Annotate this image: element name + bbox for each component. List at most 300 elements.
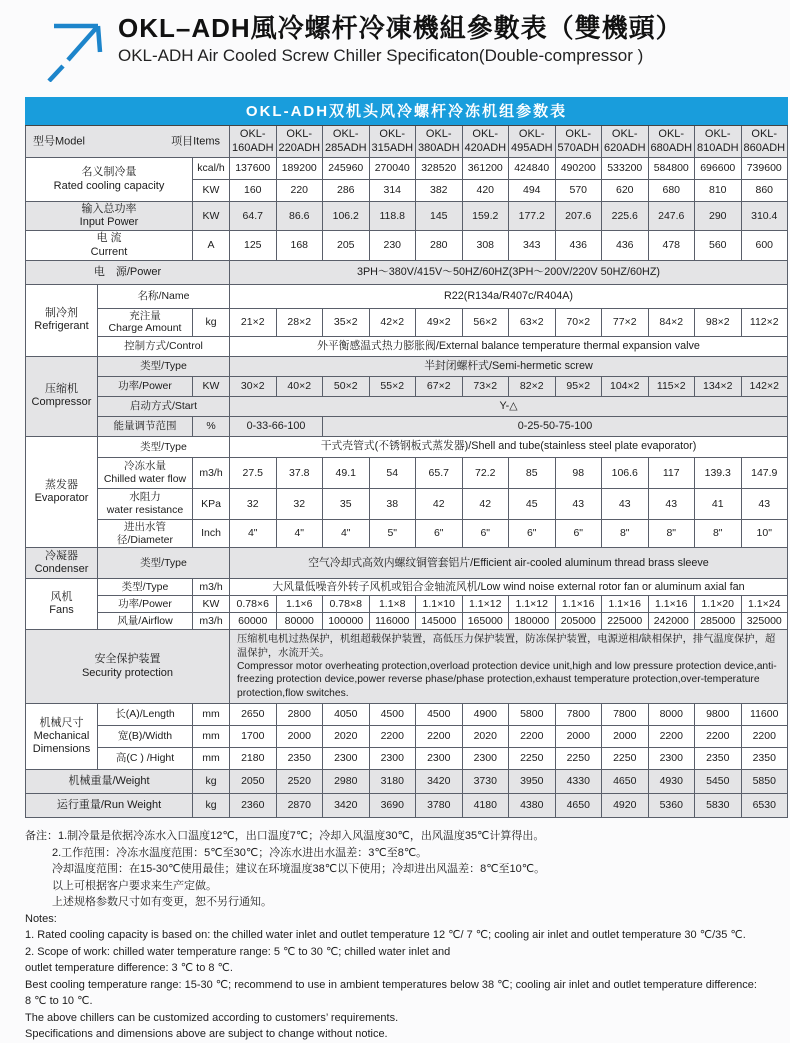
item-label: 类型/Type bbox=[98, 436, 230, 457]
value-cell: 2000 bbox=[602, 726, 649, 748]
value-cell: 2250 bbox=[602, 748, 649, 770]
note-line: 冷却温度范围：在15-30℃使用最佳；建议在环境温度38℃以下使用；冷却进出风温差：8℃至10℃。 bbox=[52, 863, 546, 875]
value-cell: 860 bbox=[741, 180, 788, 202]
item-label: 功率/Power bbox=[98, 596, 193, 613]
arrow-logo-icon bbox=[34, 12, 114, 87]
value-cell: 4920 bbox=[602, 794, 649, 818]
value-cell: 2180 bbox=[230, 748, 277, 770]
table-row bbox=[26, 613, 788, 630]
value-cell: 3180 bbox=[369, 770, 416, 794]
value-cell: 160 bbox=[230, 180, 277, 202]
unit-label: A bbox=[193, 231, 230, 260]
value-cell: 21×2 bbox=[230, 308, 277, 336]
model-column-header bbox=[602, 126, 649, 158]
cell-line: OKL- bbox=[286, 128, 313, 141]
value-cell: 1.1×12 bbox=[509, 596, 556, 613]
cell-line: Chilled water flow bbox=[103, 472, 187, 485]
note-line: Specifications and dimensions above are subject to change without notice. bbox=[25, 1028, 388, 1040]
cell-line: 495ADH bbox=[511, 141, 553, 154]
cell-line: 315ADH bbox=[371, 141, 414, 154]
value-cell: 739600 bbox=[741, 158, 788, 180]
cell-line: 制冷剂 bbox=[45, 307, 78, 320]
section-label bbox=[26, 630, 230, 704]
table-row bbox=[26, 126, 788, 158]
unit-label: mm bbox=[193, 726, 230, 748]
item-label: 名称/Name bbox=[98, 284, 230, 308]
cell-line: OKL- bbox=[239, 128, 266, 141]
corner-items-label: 项目Items bbox=[171, 134, 220, 147]
cell-line: Compressor bbox=[31, 396, 92, 409]
value-cell: 810 bbox=[695, 180, 742, 202]
cell-line: Security protection bbox=[81, 666, 174, 679]
value-cell: 112×2 bbox=[741, 308, 788, 336]
value-cell: 4930 bbox=[648, 770, 695, 794]
unit-label: KPa bbox=[193, 488, 230, 519]
section-label: 电 源/Power bbox=[26, 260, 230, 284]
value-cell: 1.1×16 bbox=[555, 596, 602, 613]
cell-line: Fans bbox=[49, 604, 74, 617]
value-cell: 0.78×8 bbox=[323, 596, 370, 613]
item-label: 类型/Type bbox=[98, 356, 230, 376]
value-cell: 139.3 bbox=[695, 457, 742, 488]
value-cell: 35×2 bbox=[323, 308, 370, 336]
value-cell: 2520 bbox=[276, 770, 323, 794]
value-cell: 308 bbox=[462, 231, 509, 260]
value-cell: 436 bbox=[602, 231, 649, 260]
value-cell: 42 bbox=[416, 488, 463, 519]
cell-line: 安全保护装置 bbox=[94, 653, 161, 666]
cell-line: OKL- bbox=[565, 128, 592, 141]
value-cell: 560 bbox=[695, 231, 742, 260]
merged-value: 3PH～380V/415V～50HZ/60HZ(3PH～200V/220V 50HZ/60HZ) bbox=[230, 260, 788, 284]
value-cell: 325000 bbox=[741, 613, 788, 630]
value-cell: 420 bbox=[462, 180, 509, 202]
value-cell: 106.6 bbox=[602, 457, 649, 488]
value-cell: 285000 bbox=[695, 613, 742, 630]
value-cell: 11600 bbox=[741, 704, 788, 726]
value-cell: 436 bbox=[555, 231, 602, 260]
section-label: 机械重量/Weight bbox=[26, 770, 193, 794]
value-cell: 270040 bbox=[369, 158, 416, 180]
value-cell: 8000 bbox=[648, 704, 695, 726]
value-cell: 159.2 bbox=[462, 202, 509, 231]
value-cell: 4650 bbox=[555, 794, 602, 818]
value-cell: 145000 bbox=[416, 613, 463, 630]
value-cell: 189200 bbox=[276, 158, 323, 180]
value-cell: 6530 bbox=[741, 794, 788, 818]
value-cell: 49.1 bbox=[323, 457, 370, 488]
value-cell: 98 bbox=[555, 457, 602, 488]
cell-line: OKL- bbox=[611, 128, 638, 141]
value-cell: 8" bbox=[602, 519, 649, 547]
value-cell: 116000 bbox=[369, 613, 416, 630]
cell-line: 冷凝器 bbox=[45, 549, 78, 562]
cell-line: 380ADH bbox=[418, 141, 460, 154]
value-cell: 60000 bbox=[230, 613, 277, 630]
section-label bbox=[26, 202, 193, 231]
value-cell: 696600 bbox=[695, 158, 742, 180]
value-cell: 9800 bbox=[695, 704, 742, 726]
item-label: 高(C ) /Hight bbox=[98, 748, 193, 770]
table-row bbox=[26, 457, 788, 488]
unit-label: kg bbox=[193, 770, 230, 794]
value-cell: 2200 bbox=[369, 726, 416, 748]
value-cell: 45 bbox=[509, 488, 556, 519]
note-line: 备注：1.制冷量是依据冷冻水入口温度12℃，出口温度7℃；冷却入风温度30℃，出风温度35℃计算得出。 bbox=[25, 830, 545, 842]
cell-line: Compressor motor overheating protection,overload protection device unit,high and low pressure protection device,anti-freezing protection device,power reverse phase/phase protection,exhaust temperature protection,over-temperature protection,flow switches. bbox=[237, 660, 777, 699]
table-row bbox=[26, 519, 788, 547]
cell-line: 810ADH bbox=[697, 141, 739, 154]
table-row bbox=[26, 416, 788, 436]
cell-line: OKL- bbox=[751, 128, 778, 141]
value-cell: 328520 bbox=[416, 158, 463, 180]
cell-line: OKL- bbox=[518, 128, 545, 141]
unit-label: % bbox=[193, 416, 230, 436]
value-cell: 4" bbox=[230, 519, 277, 547]
value-cell: 118.8 bbox=[369, 202, 416, 231]
cell-line: 蒸发器 bbox=[45, 478, 78, 491]
value-cell: 242000 bbox=[648, 613, 695, 630]
value-cell: 72.2 bbox=[462, 457, 509, 488]
value-cell: 106.2 bbox=[323, 202, 370, 231]
value-cell: 584800 bbox=[648, 158, 695, 180]
unit-label: mm bbox=[193, 704, 230, 726]
table-row bbox=[26, 98, 788, 126]
item-label: 风量/Airflow bbox=[98, 613, 193, 630]
table-row bbox=[26, 579, 788, 596]
cell-line: 285ADH bbox=[325, 141, 367, 154]
value-cell: 42×2 bbox=[369, 308, 416, 336]
value-cell: 205 bbox=[323, 231, 370, 260]
value-cell: 2200 bbox=[416, 726, 463, 748]
section-label bbox=[26, 579, 98, 630]
model-column-header bbox=[276, 126, 323, 158]
cell-line: OKL- bbox=[379, 128, 406, 141]
value-cell: 2000 bbox=[276, 726, 323, 748]
model-column-header bbox=[230, 126, 277, 158]
value-cell: 2020 bbox=[462, 726, 509, 748]
cell-line: OKL- bbox=[332, 128, 359, 141]
value-cell: 117 bbox=[648, 457, 695, 488]
value-cell: 4" bbox=[276, 519, 323, 547]
note-line: The above chillers can be customized according to customers’ requirements. bbox=[25, 1011, 399, 1024]
value-cell: 2050 bbox=[230, 770, 277, 794]
corner-cell bbox=[26, 126, 230, 158]
item-label: 类型/Type bbox=[98, 548, 230, 579]
value-cell: 125 bbox=[230, 231, 277, 260]
value-cell: 286 bbox=[323, 180, 370, 202]
value-cell: 680 bbox=[648, 180, 695, 202]
value-cell: 1.1×16 bbox=[648, 596, 695, 613]
value-cell: 1.1×12 bbox=[462, 596, 509, 613]
cell-line: 860ADH bbox=[743, 141, 786, 154]
value-cell: 314 bbox=[369, 180, 416, 202]
table-row bbox=[26, 704, 788, 726]
table-row bbox=[26, 548, 788, 579]
value-cell: 50×2 bbox=[323, 376, 370, 396]
value-cell: 38 bbox=[369, 488, 416, 519]
unit-label: m3/h bbox=[193, 579, 230, 596]
value-cell: 2350 bbox=[741, 748, 788, 770]
cell-line: Rated cooling capacity bbox=[53, 179, 165, 192]
table-row bbox=[26, 260, 788, 284]
merged-value: 0-25-50-75-100 bbox=[323, 416, 788, 436]
value-cell: 207.6 bbox=[555, 202, 602, 231]
unit-label: Inch bbox=[193, 519, 230, 547]
item-label: 类型/Type bbox=[98, 579, 193, 596]
value-cell: 1700 bbox=[230, 726, 277, 748]
table-row bbox=[26, 231, 788, 260]
cell-line: Charge Amount bbox=[108, 322, 182, 335]
section-label bbox=[26, 231, 193, 260]
unit-label: kg bbox=[193, 308, 230, 336]
value-cell: 100000 bbox=[323, 613, 370, 630]
value-cell: 2870 bbox=[276, 794, 323, 818]
value-cell: 177.2 bbox=[509, 202, 556, 231]
value-cell: 2200 bbox=[741, 726, 788, 748]
value-cell: 4380 bbox=[509, 794, 556, 818]
value-cell: 424840 bbox=[509, 158, 556, 180]
merged-value: Y-△ bbox=[230, 396, 788, 416]
value-cell: 4500 bbox=[416, 704, 463, 726]
item-label bbox=[98, 457, 193, 488]
value-cell: 245960 bbox=[323, 158, 370, 180]
cell-line: Current bbox=[90, 245, 128, 258]
model-column-header bbox=[323, 126, 370, 158]
value-cell: 35 bbox=[323, 488, 370, 519]
value-cell: 43 bbox=[555, 488, 602, 519]
value-cell: 8" bbox=[648, 519, 695, 547]
item-label: 功率/Power bbox=[98, 376, 193, 396]
value-cell: 3950 bbox=[509, 770, 556, 794]
value-cell: 10" bbox=[741, 519, 788, 547]
unit-label: m3/h bbox=[193, 613, 230, 630]
value-cell: 142×2 bbox=[741, 376, 788, 396]
value-cell: 4330 bbox=[555, 770, 602, 794]
value-cell: 6" bbox=[416, 519, 463, 547]
table-title: OKL-ADH双机头风冷螺杆冷冻机组参数表 bbox=[26, 98, 788, 126]
value-cell: 86.6 bbox=[276, 202, 323, 231]
note-line: outlet temperature difference: 3 ℃ to 8 ℃. bbox=[25, 962, 233, 974]
merged-value: R22(R134a/R407c/R404A) bbox=[230, 284, 788, 308]
unit-label: kg bbox=[193, 794, 230, 818]
value-cell: 205000 bbox=[555, 613, 602, 630]
section-label bbox=[26, 548, 98, 579]
corner-model-label: 型号Model bbox=[33, 134, 85, 147]
note-line: 1. Rated cooling capacity is based on: the chilled water inlet and outlet temperature 12 ℃/ 7 ℃; cooling air inlet and outlet temperature 30 ℃/35 ℃. bbox=[25, 929, 746, 941]
cell-line: 机械尺寸 bbox=[39, 716, 84, 729]
value-cell: 7800 bbox=[602, 704, 649, 726]
cell-line: 输入总功率 bbox=[81, 203, 137, 215]
section-label bbox=[26, 704, 98, 770]
value-cell: 40×2 bbox=[276, 376, 323, 396]
note-line: 以上可根据客户要求来生产定做。 bbox=[52, 879, 217, 892]
note-line: Notes: bbox=[25, 912, 57, 925]
table-row bbox=[26, 356, 788, 376]
value-cell: 247.6 bbox=[648, 202, 695, 231]
value-cell: 55×2 bbox=[369, 376, 416, 396]
value-cell: 4650 bbox=[602, 770, 649, 794]
cell-line: Evaporator bbox=[34, 492, 89, 505]
value-cell: 6" bbox=[509, 519, 556, 547]
cell-line: Dimensions bbox=[32, 743, 91, 756]
unit-label: m3/h bbox=[193, 457, 230, 488]
value-cell: 28×2 bbox=[276, 308, 323, 336]
cell-line: 电 流 bbox=[96, 232, 122, 245]
item-label: 宽(B)/Width bbox=[98, 726, 193, 748]
value-cell: 37.8 bbox=[276, 457, 323, 488]
model-column-header bbox=[555, 126, 602, 158]
value-cell: 2360 bbox=[230, 794, 277, 818]
table-row bbox=[26, 630, 788, 704]
model-column-header bbox=[416, 126, 463, 158]
model-column-header bbox=[462, 126, 509, 158]
value-cell: 137600 bbox=[230, 158, 277, 180]
table-row bbox=[26, 488, 788, 519]
value-cell: 494 bbox=[509, 180, 556, 202]
item-label: 进出水管径/Diameter bbox=[98, 519, 193, 547]
cell-line: water resistance bbox=[106, 503, 184, 516]
value-cell: 5450 bbox=[695, 770, 742, 794]
value-cell: 49×2 bbox=[416, 308, 463, 336]
cell-line: 620ADH bbox=[604, 141, 646, 154]
value-cell: 4050 bbox=[323, 704, 370, 726]
value-cell: 2350 bbox=[695, 748, 742, 770]
value-cell: 2800 bbox=[276, 704, 323, 726]
table-row bbox=[26, 284, 788, 308]
unit-label: KW bbox=[193, 376, 230, 396]
value-cell: 54 bbox=[369, 457, 416, 488]
value-cell: 64.7 bbox=[230, 202, 277, 231]
merged-value: 空气冷却式高效内螺纹铜管套铝片/Efficient air-cooled aluminum thread brass sleeve bbox=[230, 548, 788, 579]
merged-value: 半封闭螺杆式/Semi-hermetic screw bbox=[230, 356, 788, 376]
value-cell: 2300 bbox=[462, 748, 509, 770]
value-cell: 65.7 bbox=[416, 457, 463, 488]
cell-line: 风机 bbox=[50, 590, 73, 603]
merged-value: 大风量低噪音外转子风机或铝合金轴流风机/Low wind noise external rotor fan or aluminum axial fan bbox=[230, 579, 788, 596]
value-cell: 43 bbox=[741, 488, 788, 519]
section-label bbox=[26, 284, 98, 356]
value-cell: 32 bbox=[276, 488, 323, 519]
cell-line: Condenser bbox=[34, 563, 89, 576]
table-row bbox=[26, 748, 788, 770]
spec-table-wrap bbox=[25, 97, 786, 818]
cell-line: Mechanical bbox=[33, 729, 90, 742]
page-title-en: OKL-ADH Air Cooled Screw Chiller Specificaton(Double-compressor ) bbox=[118, 45, 644, 65]
value-cell: 310.4 bbox=[741, 202, 788, 231]
notes-block bbox=[25, 828, 765, 1043]
cell-line: 160ADH bbox=[232, 141, 274, 154]
unit-label: KW bbox=[193, 180, 230, 202]
value-cell: 4180 bbox=[462, 794, 509, 818]
cell-line: 水阻力 bbox=[129, 491, 161, 504]
value-cell: 620 bbox=[602, 180, 649, 202]
page-header bbox=[0, 0, 790, 97]
value-cell: 2300 bbox=[369, 748, 416, 770]
value-cell: 168 bbox=[276, 231, 323, 260]
note-line: 2. Scope of work: chilled water temperature range: 5 ℃ to 30 ℃; chilled water inlet and bbox=[25, 945, 451, 958]
value-cell: 42 bbox=[462, 488, 509, 519]
cell-line: 名义制冷量 bbox=[81, 166, 137, 179]
value-cell: 5830 bbox=[695, 794, 742, 818]
table-row bbox=[26, 726, 788, 748]
value-cell: 5850 bbox=[741, 770, 788, 794]
spec-table-body bbox=[26, 98, 788, 818]
merged-value: 干式壳管式(不锈钢板式蒸发器)/Shell and tube(stainless steel plate evaporator) bbox=[230, 436, 788, 457]
value-cell: 95×2 bbox=[555, 376, 602, 396]
item-label: 启动方式/Start bbox=[98, 396, 230, 416]
value-cell: 67×2 bbox=[416, 376, 463, 396]
value-cell: 147.9 bbox=[741, 457, 788, 488]
unit-label: mm bbox=[193, 748, 230, 770]
value-cell: 2300 bbox=[323, 748, 370, 770]
value-cell: 63×2 bbox=[509, 308, 556, 336]
value-cell: 56×2 bbox=[462, 308, 509, 336]
table-row bbox=[26, 202, 788, 231]
spec-table bbox=[25, 97, 788, 818]
table-row bbox=[26, 436, 788, 457]
value-cell: 220 bbox=[276, 180, 323, 202]
value-cell: 2300 bbox=[648, 748, 695, 770]
cell-line: 压缩机电机过热保护，机组超载保护装置，高低压力保护装置，防冻保护装置，电源逆相/缺相保护，排气温度保护，超温保护，水流开关。 bbox=[237, 634, 776, 659]
merged-value: 0-33-66-100 bbox=[230, 416, 323, 436]
value-cell: 32 bbox=[230, 488, 277, 519]
section-label: 运行重量/Run Weight bbox=[26, 794, 193, 818]
value-cell: 8" bbox=[695, 519, 742, 547]
value-cell: 2650 bbox=[230, 704, 277, 726]
value-cell: 225000 bbox=[602, 613, 649, 630]
value-cell: 5360 bbox=[648, 794, 695, 818]
value-cell: 2200 bbox=[509, 726, 556, 748]
merged-value: 外平衡感温式热力膨胀阀/External balance temperature thermal expansion valve bbox=[230, 336, 788, 356]
value-cell: 73×2 bbox=[462, 376, 509, 396]
table-row bbox=[26, 596, 788, 613]
table-row bbox=[26, 396, 788, 416]
cell-line: OKL- bbox=[704, 128, 731, 141]
value-cell: 290 bbox=[695, 202, 742, 231]
value-cell: 225.6 bbox=[602, 202, 649, 231]
cell-line: 420ADH bbox=[464, 141, 507, 154]
value-cell: 1.1×10 bbox=[416, 596, 463, 613]
value-cell: 104×2 bbox=[602, 376, 649, 396]
value-cell: 2350 bbox=[276, 748, 323, 770]
value-cell: 98×2 bbox=[695, 308, 742, 336]
value-cell: 41 bbox=[695, 488, 742, 519]
value-cell: 361200 bbox=[462, 158, 509, 180]
unit-label: kcal/h bbox=[193, 158, 230, 180]
value-cell: 7800 bbox=[555, 704, 602, 726]
value-cell: 2980 bbox=[323, 770, 370, 794]
value-cell: 478 bbox=[648, 231, 695, 260]
value-cell: 2200 bbox=[695, 726, 742, 748]
note-line: 上述规格参数尺寸如有变更，恕不另行通知。 bbox=[52, 896, 272, 908]
value-cell: 82×2 bbox=[509, 376, 556, 396]
value-cell: 2000 bbox=[555, 726, 602, 748]
cell-line: OKL- bbox=[658, 128, 685, 141]
value-cell: 343 bbox=[509, 231, 556, 260]
title-block bbox=[118, 0, 790, 67]
table-row bbox=[26, 794, 788, 818]
value-cell: 43 bbox=[602, 488, 649, 519]
value-cell: 145 bbox=[416, 202, 463, 231]
value-cell: 600 bbox=[741, 231, 788, 260]
note-line: 2.工作范围：冷冻水温度范围：5℃至30℃；冷冻水进出水温差：3℃至8℃。 bbox=[52, 846, 428, 859]
table-row bbox=[26, 158, 788, 180]
cell-line: Input Power bbox=[79, 216, 139, 229]
item-label: 能量调节范围 bbox=[98, 416, 193, 436]
value-cell: 4500 bbox=[369, 704, 416, 726]
section-label bbox=[26, 436, 98, 547]
